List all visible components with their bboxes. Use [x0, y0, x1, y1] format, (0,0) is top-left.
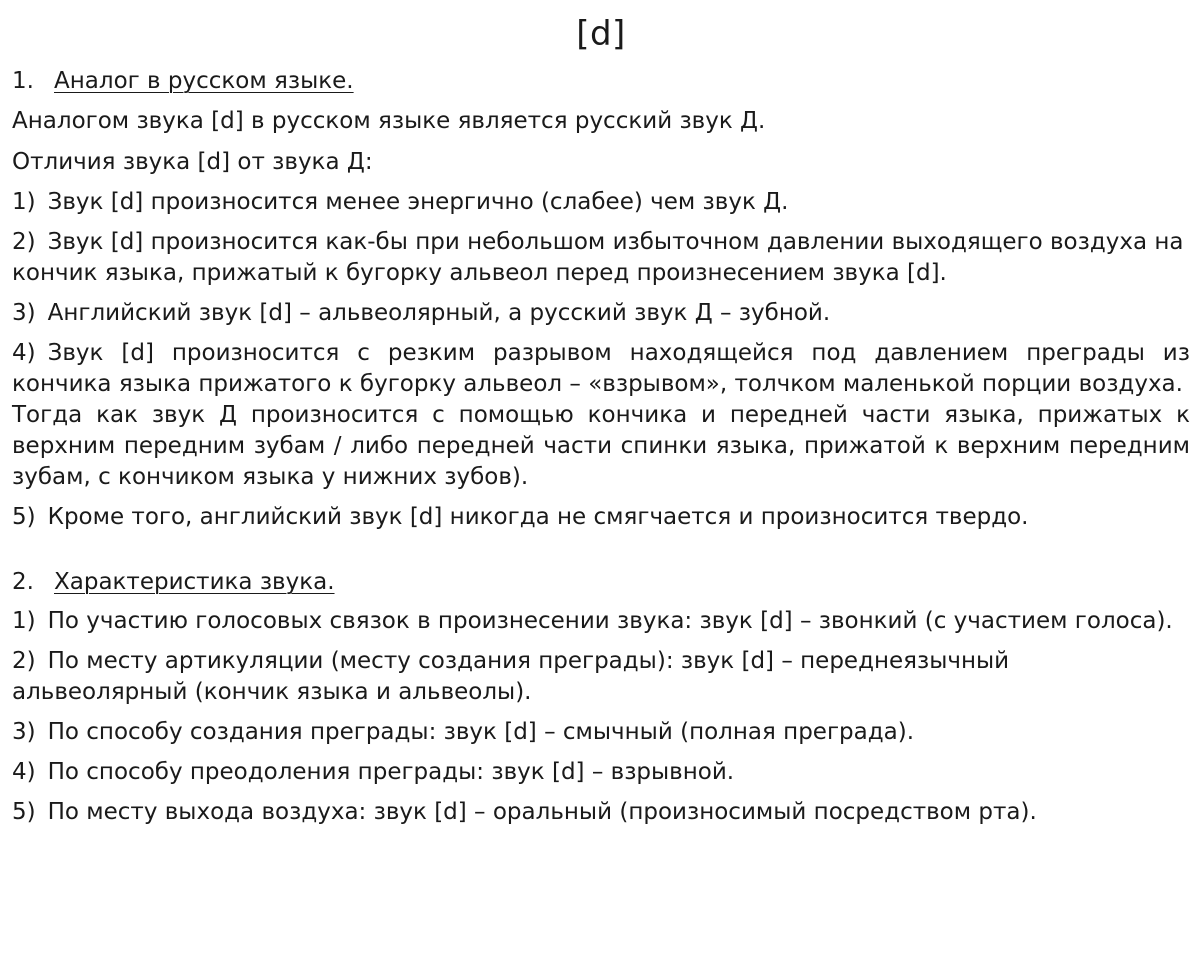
list-item-continuation: Тогда как звук Д произносится с помощью кончика и передней части языка, прижатых к верхним передним зубам / либо передней части спинки языка, прижатой к верхним передним зубам, с кончиком языка у нижних зубов). — [12, 402, 1190, 490]
section-1-heading-text: Аналог в русском языке. — [54, 68, 354, 94]
list-item-text: Звук [d] произносится с резким разрывом находящейся под давлением преграды из кончика языка прижатого к бугорку альвеол – «взрывом», толчком маленькой порции воздуха. — [12, 340, 1190, 397]
section-1-number: 1. — [12, 68, 34, 94]
document-page — [12, 0, 1190, 828]
section-spacer — [12, 533, 1190, 555]
list-item-text: Звук [d] произносится как-бы при небольшом избыточном давлении выходящего воздуха на кончик языка, прижатый к бугорку альвеол перед произнесением звука [d]. — [12, 229, 1184, 286]
list-item — [12, 298, 1190, 329]
list-item-text: По способу создания преграды: звук [d] – смычный (полная преграда). — [47, 719, 915, 745]
list-item-number: 1) — [12, 189, 36, 215]
list-item — [12, 606, 1190, 637]
list-item-number: 4) — [12, 759, 36, 785]
list-item-number: 5) — [12, 799, 36, 825]
list-item-text: Английский звук [d] – альвеолярный, а русский звук Д – зубной. — [47, 300, 831, 326]
list-item-text: По способу преодоления преграды: звук [d] – взрывной. — [47, 759, 735, 785]
page-title: [d] — [576, 14, 626, 54]
list-item — [12, 227, 1190, 289]
list-item — [12, 717, 1190, 748]
list-item-number: 2) — [12, 229, 36, 255]
list-item-text: По месту артикуляции (месту создания преграды): звук [d] – переднеязычный альвеолярный (кончик языка и альвеолы). — [12, 648, 1010, 705]
list-item — [12, 797, 1190, 828]
list-item-text: По месту выхода воздуха: звук [d] – оральный (произносимый посредством рта). — [47, 799, 1037, 825]
section-1-diff-heading: Отличия звука [d] от звука Д: — [12, 149, 373, 175]
list-item — [12, 338, 1190, 400]
list-item — [12, 187, 1190, 218]
section-1-heading — [12, 66, 1190, 96]
list-item-text: Кроме того, английский звук [d] никогда не смягчается и произносится твердо. — [47, 504, 1029, 530]
list-item — [12, 757, 1190, 788]
list-item-number: 1) — [12, 608, 36, 634]
list-item-text: Звук [d] произносится менее энергично (слабее) чем звук Д. — [47, 189, 789, 215]
section-2-number: 2. — [12, 569, 34, 595]
list-item-text: По участию голосовых связок в произнесении звука: звук [d] – звонкий (с участием голоса). — [47, 608, 1173, 634]
list-item — [12, 646, 1190, 708]
section-2-heading — [12, 567, 1190, 597]
list-item-number: 3) — [12, 719, 36, 745]
section-2-heading-text: Характеристика звука. — [54, 569, 335, 595]
list-item-number: 3) — [12, 300, 36, 326]
list-item — [12, 502, 1190, 533]
section-1-intro: Аналогом звука [d] в русском языке является русский звук Д. — [12, 108, 766, 134]
list-item-number: 4) — [12, 340, 36, 366]
list-item-number: 2) — [12, 648, 36, 674]
list-item-number: 5) — [12, 504, 36, 530]
